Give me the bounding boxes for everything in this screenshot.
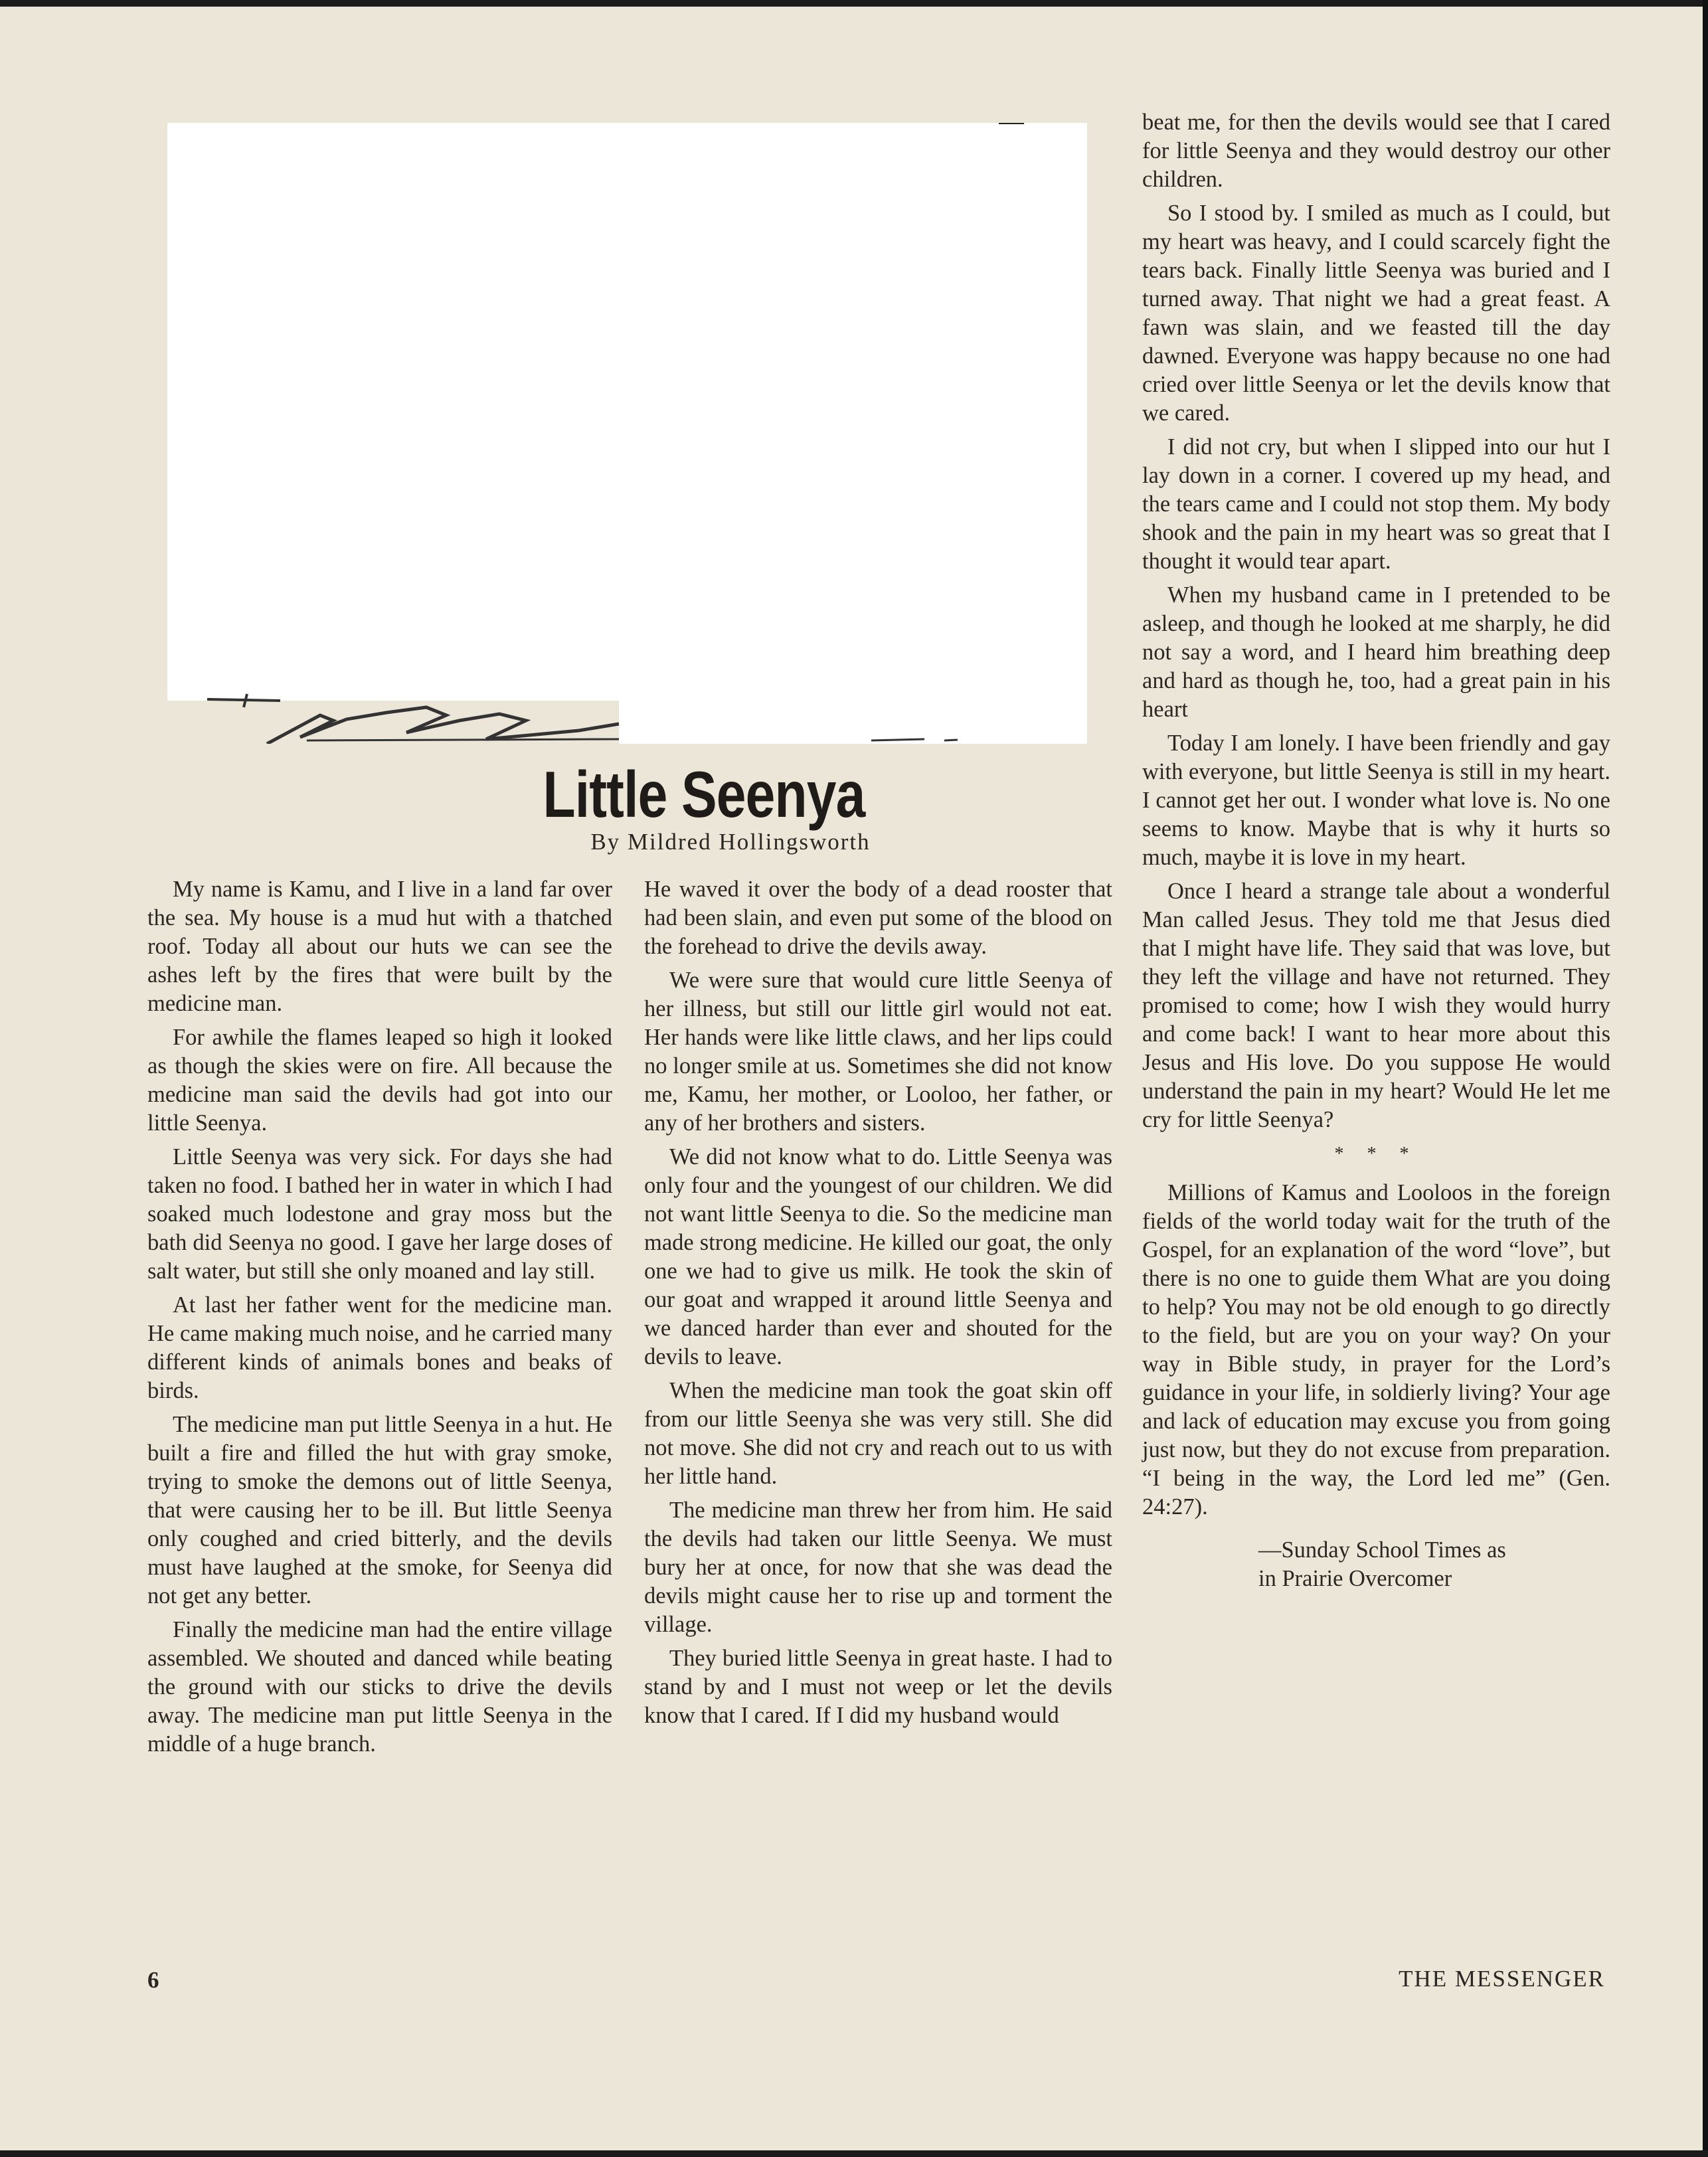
paragraph: beat me, for then the devils would see that I cared for little Seenya and they would destroy our other children.: [1142, 110, 1610, 192]
paragraph: When my husband came in I pretended to be asleep, and though he looked at me sharply, he did not say a word, and I heard him breathing deep and hard as though he, too, had a great pain in his heart: [1142, 582, 1610, 722]
page-number: 6: [147, 1967, 159, 1993]
paragraph: Once I heard a strange tale about a wonderful Man called Jesus. They told me that Jesus died that I might have life. They said that was love, but they left the village and have not returned. They promised to come; how I wish they would hurry and come back! I want to hear more about this Jesus and His love. Do you suppose He would understand the pain in my heart? Would He let me cry for little Seenya?: [1142, 879, 1610, 1132]
paragraph: When the medicine man took the goat skin off from our little Seenya she was very still. She did not move. She did not cry and reach out to us with her little hand.: [644, 1378, 1112, 1489]
paragraph: They buried little Seenya in great haste. I had to stand by and I must not weep or let the devils know that I cared. If I did my husband would: [644, 1646, 1112, 1728]
paragraph: So I stood by. I smiled as much as I could, but my heart was heavy, and I could scarcely fight the tears back. Finally little Seenya was buried and I turned away. That night we had a great feast. A fawn was slain, and we feasted till the day dawned. Everyone was happy because no one had cried over little Seenya or let the devils know that we cared.: [1142, 201, 1610, 426]
paragraph: I did not cry, but when I slipped into our hut I lay down in a corner. I covered up my head, and the tears came and I could not stop them. My body shook and the pain in my heart was so great that I thought it would tear apart.: [1142, 434, 1610, 574]
article-title: Little Seenya: [543, 758, 865, 831]
text-column-2: [644, 875, 1112, 1735]
scan-bottom-edge: [0, 2150, 1708, 2157]
article-byline: By Mildred Hollingsworth: [590, 829, 871, 855]
paragraph: My name is Kamu, and I live in a land far over the sea. My house is a mud hut with a thatched roof. Today all about our huts we can see the ashes left by the fires that were built by the medicine man.: [147, 877, 612, 1016]
redacted-illustration: [167, 123, 1087, 744]
paragraph: Finally the medicine man had the entire village assembled. We shouted and danced while beating the ground with our sticks to drive the devils away. The medicine man put little Seenya in the middle of a huge branch.: [147, 1617, 612, 1757]
scan-right-edge: [1703, 0, 1708, 2157]
paragraph: The medicine man put little Seenya in a hut. He built a fire and filled the hut with gray smoke, trying to smoke the demons out of little Seenya, that were causing her to be ill. But little Seenya only coughed and cried bitterly, and the devils must have laughed at the smoke, for Seenya did not get any better.: [147, 1412, 612, 1608]
attribution-line: —Sunday School Times as: [1258, 1537, 1506, 1563]
paragraph: For awhile the flames leaped so high it looked as though the skies were on fire. All because the medicine man said the devils had got into our little Seenya.: [147, 1025, 612, 1136]
paragraph: Little Seenya was very sick. For days she had taken no food. I bathed her in water in which I had soaked much lodestone and gray moss but the bath did Seenya no good. I gave her large doses of salt water, but still she only moaned and lay still.: [147, 1144, 612, 1284]
section-separator: * * *: [1334, 1144, 1418, 1164]
paragraph: Today I am lonely. I have been friendly and gay with everyone, but little Seenya is still in my heart. I cannot get her out. I wonder what love is. No one seems to know. Maybe that is why it hurts so much, maybe it is love in my heart.: [1142, 731, 1610, 870]
attribution-line: in Prairie Overcomer: [1258, 1566, 1452, 1591]
attribution: [1142, 1536, 1610, 1593]
paragraph: The medicine man threw her from him. He said the devils had taken our little Seenya. We must bury her at once, for now that she was dead the devils might cause her to rise up and torment the village.: [644, 1498, 1112, 1637]
text-column-1: [147, 875, 612, 1764]
paragraph: We did not know what to do. Little Seenya was only four and the youngest of our children. We did not want little Seenya to die. So the medicine man made strong medicine. He killed our goat, the only one we had to give us milk. He took the skin of our goat and wrapped it around little Seenya and we danced harder than ever and shouted for the devils to leave.: [644, 1144, 1112, 1369]
paragraph: We were sure that would cure little Seenya of her illness, but still our little girl would not eat. Her hands were like little claws, and her lips could no longer smile at us. Sometimes she did not know me, Kamu, her mother, or Looloo, her father, or any of her brothers and sisters.: [644, 968, 1112, 1136]
paragraph: He waved it over the body of a dead rooster that had been slain, and even put some of the blood on the forehead to drive the devils away.: [644, 877, 1112, 959]
closing-paragraph: Millions of Kamus and Looloos in the foreign fields of the world today wait for the truth of the Gospel, for an explanation of the word “love”, but there is no one to guide them What are you doing to help? You may not be old enough to go directly to the field, but are you on your way? On your way in Bible study, in prayer for the Lord’s guidance in your life, in soldierly living? Your age and lack of education may excuse you from going just now, but they do not excuse from preparation. “I being in the way, the Lord led me” (Gen. 24:27).: [1142, 1180, 1610, 1519]
publication-name: THE MESSENGER: [1399, 1966, 1605, 1992]
scan-top-edge: [0, 0, 1708, 7]
paragraph: At last her father went for the medicine man. He came making much noise, and he carried many different kinds of animals bones and beaks of birds.: [147, 1292, 612, 1403]
text-column-3: [1142, 108, 1610, 1593]
